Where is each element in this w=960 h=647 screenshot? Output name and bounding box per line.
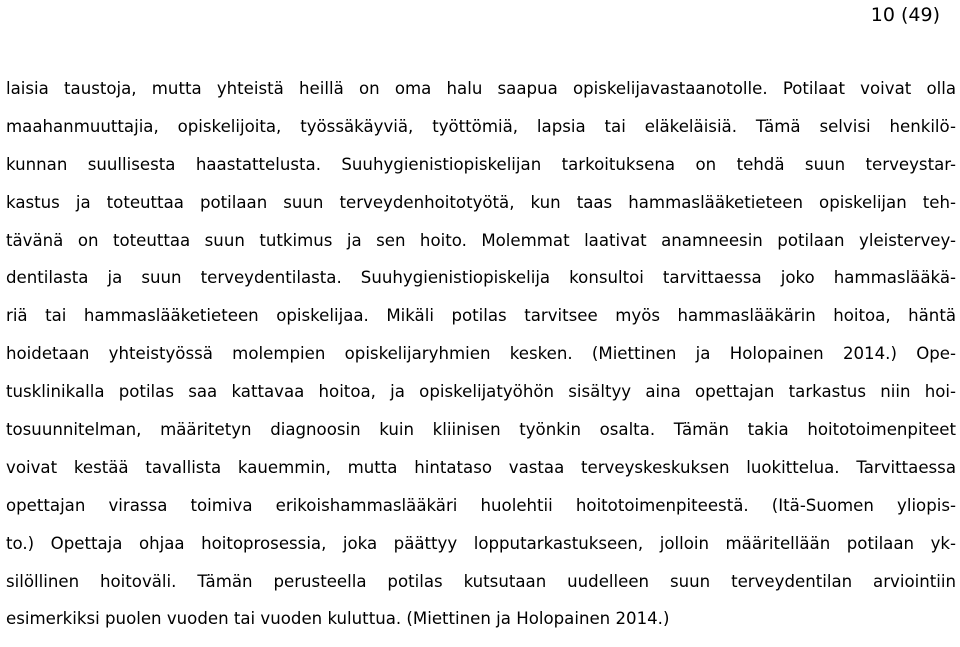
text-line: to.) Opettaja ohjaa hoitoprosessia, joka päättyy lopputarkastukseen, jolloin määritellään potilaan yk- — [6, 533, 956, 553]
body-paragraph — [6, 70, 956, 638]
text-line: silöllinen hoitoväli. Tämän perusteella potilas kutsutaan uudelleen suun terveydentilan arviointiin — [6, 571, 956, 591]
text-line: tusklinikalla potilas saa kattavaa hoitoa, ja opiskelijatyöhön sisältyy aina opettajan tarkastus niin hoi- — [6, 382, 956, 402]
text-line: hoidetaan yhteistyössä molempien opiskelijaryhmien kesken. (Miettinen ja Holopainen 2014.) Ope- — [6, 344, 956, 364]
page-number: 10 (49) — [870, 4, 940, 26]
text-line: esimerkiksi puolen vuoden tai vuoden kuluttua. (Miettinen ja Holopainen 2014.) — [6, 609, 670, 629]
text-line: kastus ja toteuttaa potilaan suun terveydenhoitotyötä, kun taas hammaslääketieteen opiskelijan teh- — [6, 192, 956, 212]
text-line: tosuunnitelman, määritetyn diagnoosin kuin kliinisen työnkin osalta. Tämän takia hoitotoimenpiteet — [6, 420, 956, 440]
text-line: kunnan suullisesta haastattelusta. Suuhygienistiopiskelijan tarkoituksena on tehdä suun terveystar- — [6, 154, 956, 174]
text-line: voivat kestää tavallista kauemmin, mutta hintataso vastaa terveyskeskuksen luokittelua. Tarvittaessa — [6, 457, 956, 477]
text-line: maahanmuuttajia, opiskelijoita, työssäkäyviä, työttömiä, lapsia tai eläkeläisiä. Tämä selvisi henkilö- — [6, 116, 956, 136]
text-line: opettajan virassa toimiva erikoishammaslääkäri huolehtii hoitotoimenpiteestä. (Itä-Suomen yliopis- — [6, 495, 956, 515]
text-line: dentilasta ja suun terveydentilasta. Suuhygienistiopiskelija konsultoi tarvittaessa joko hammaslääkä- — [6, 268, 956, 288]
text-line: riä tai hammaslääketieteen opiskelijaa. Mikäli potilas tarvitsee myös hammaslääkärin hoitoa, häntä — [6, 306, 956, 326]
text-line: laisia taustoja, mutta yhteistä heillä on oma halu saapua opiskelijavastaanotolle. Potilaat voivat olla — [6, 79, 956, 98]
text-line: tävänä on toteuttaa suun tutkimus ja sen hoito. Molemmat laativat anamneesin potilaan yleistervey- — [6, 230, 956, 250]
